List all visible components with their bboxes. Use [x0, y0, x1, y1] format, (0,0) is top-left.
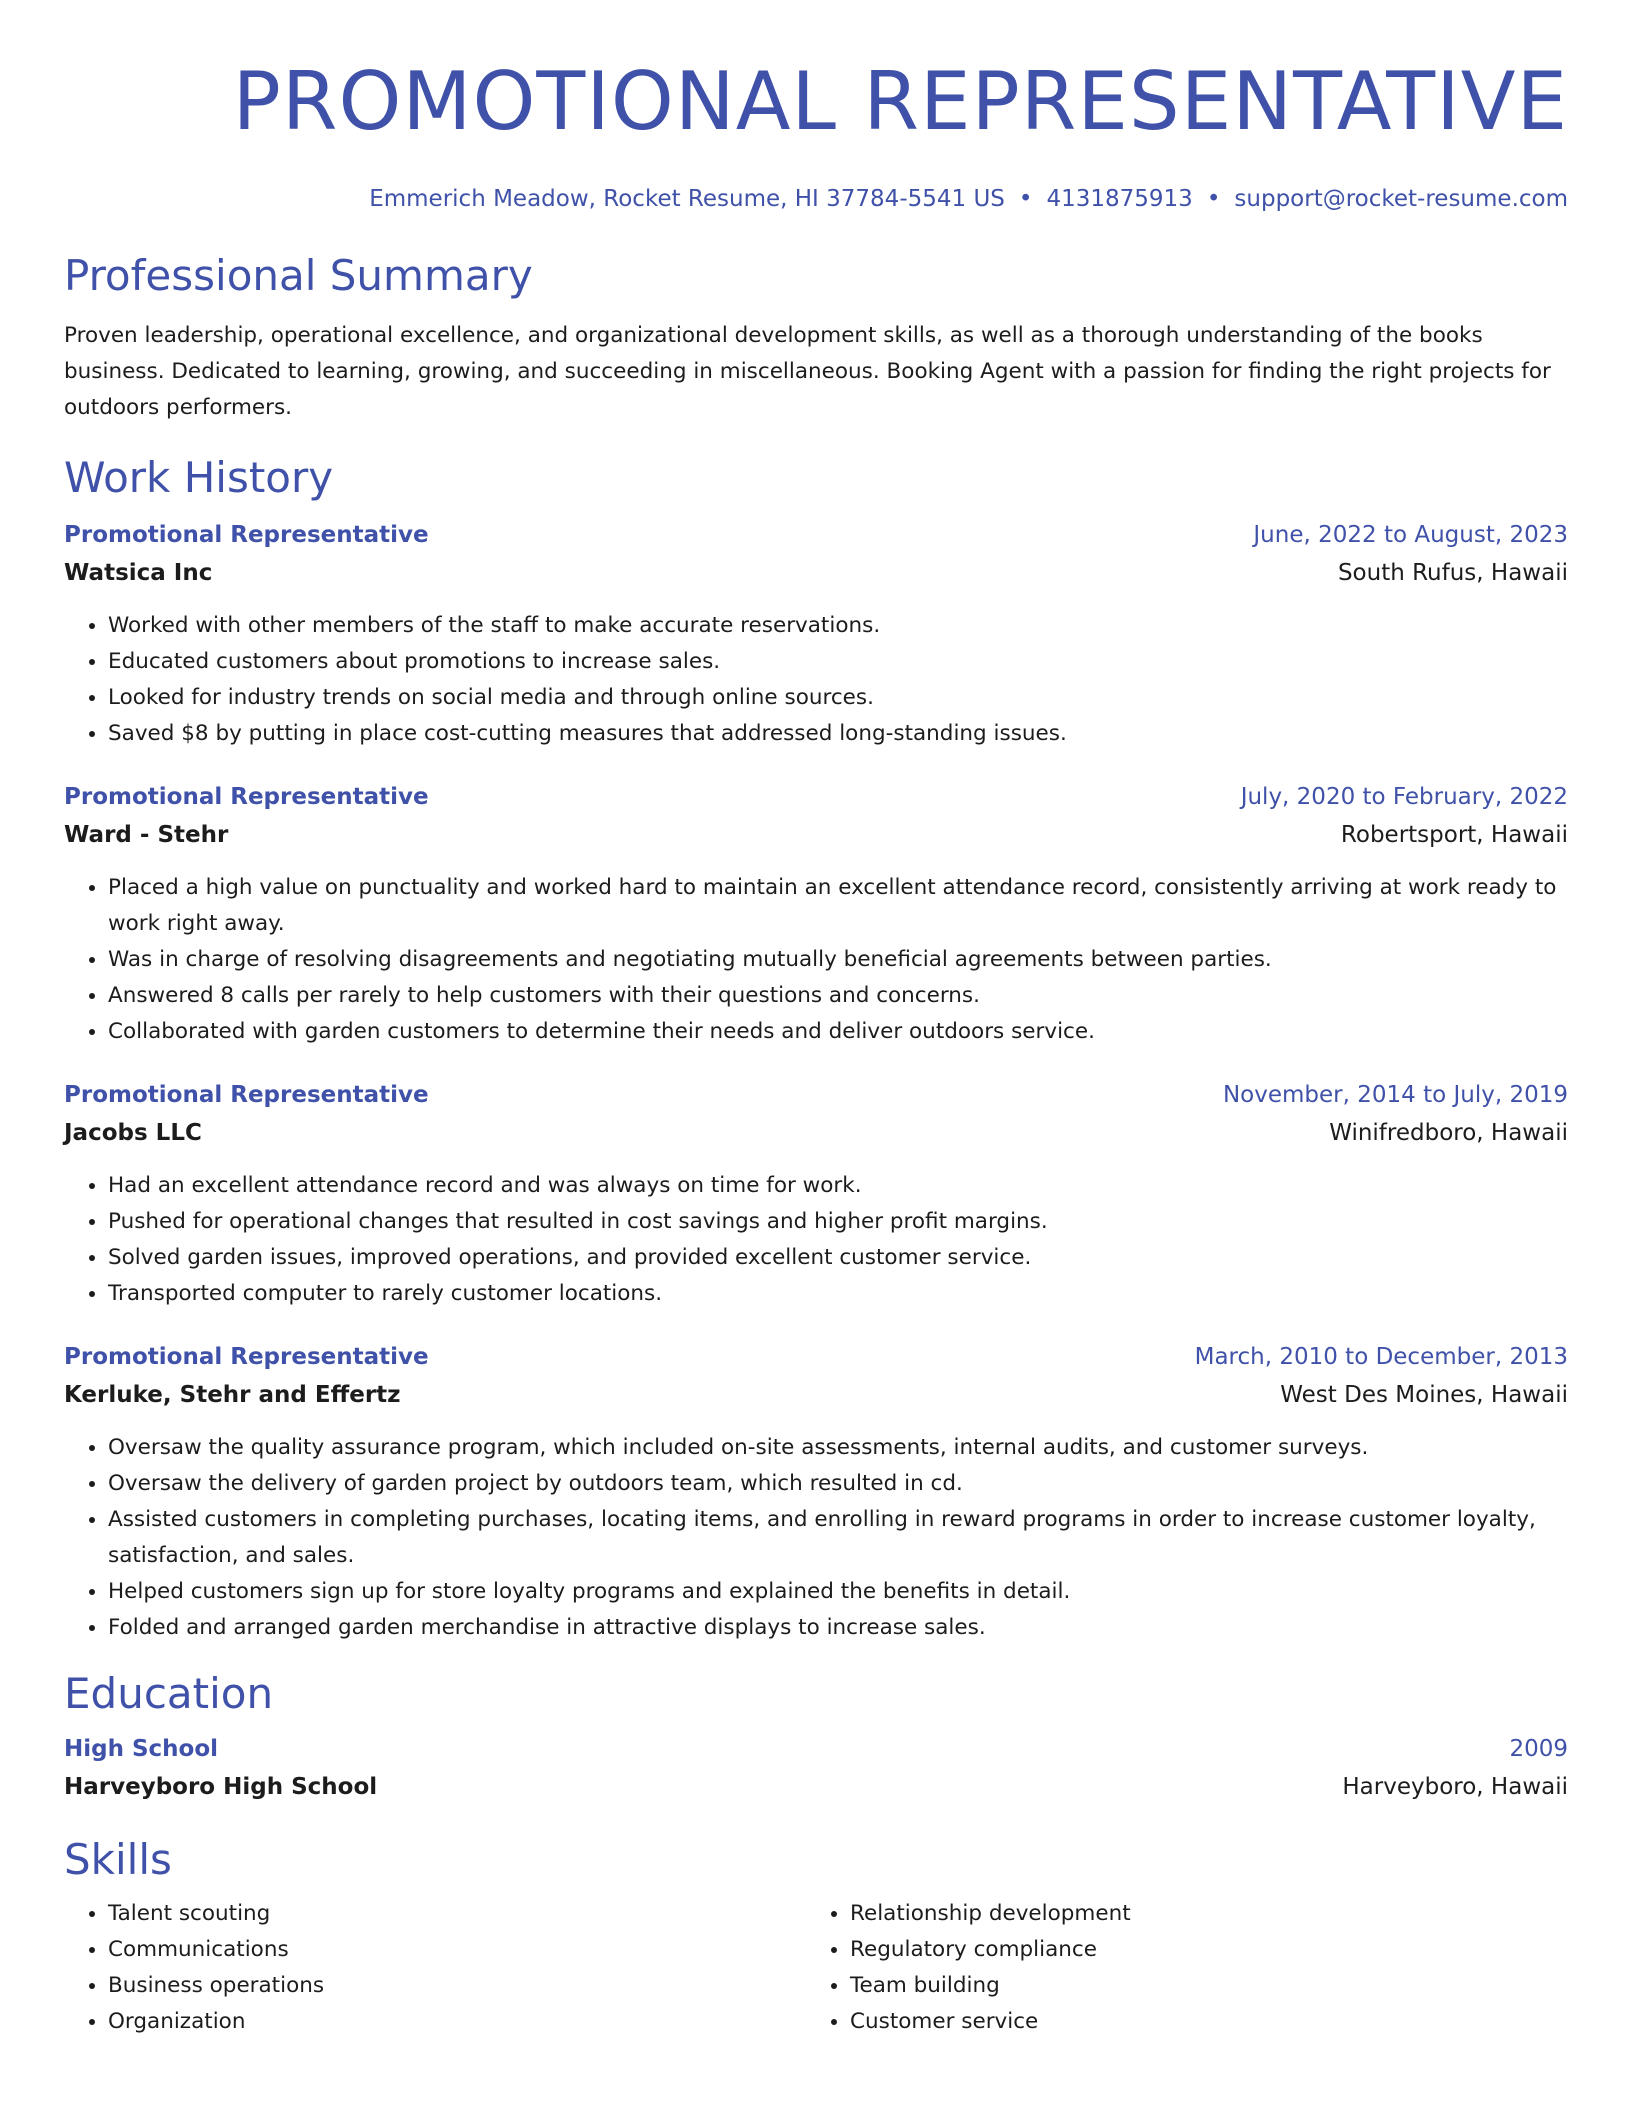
contact-line — [64, 184, 1568, 214]
job-bullets — [64, 608, 1568, 752]
job-bullet: • Had an excellent attendance record and was always on time for work. — [108, 1168, 1568, 1204]
education-school: Harveyboro High School — [64, 1774, 378, 1800]
contact-phone: 4131875913 — [1046, 186, 1193, 212]
education-degree: High School — [64, 1736, 219, 1762]
job-bullet: • Oversaw the quality assurance program, which included on-site assessments, internal audits, and customer surveys. — [108, 1430, 1568, 1466]
job-company: Watsica Inc — [64, 560, 213, 586]
skill-item: • Organization — [108, 2004, 806, 2040]
section-title-education: Education — [64, 1669, 274, 1718]
contact-separator: • — [1018, 186, 1033, 212]
contact-separator: • — [1206, 186, 1221, 212]
job-bullet: • Was in charge of resolving disagreements and negotiating mutually beneficial agreements between parties. — [108, 942, 1568, 978]
education-year: 2009 — [1509, 1736, 1568, 1762]
job-bullet: • Collaborated with garden customers to determine their needs and deliver outdoors service. — [108, 1014, 1568, 1050]
job-dates: November, 2014 to July, 2019 — [1222, 1082, 1568, 1108]
skills-column-right — [806, 1896, 1548, 2040]
skill-item: • Business operations — [108, 1968, 806, 2004]
job-bullet: • Helped customers sign up for store loyalty programs and explained the benefits in detail. — [108, 1574, 1568, 1610]
job-location: South Rufus, Hawaii — [1337, 560, 1568, 586]
job-dates: June, 2022 to August, 2023 — [1253, 522, 1568, 548]
skills-column-left — [64, 1896, 806, 2040]
job-bullet: • Solved garden issues, improved operations, and provided excellent customer service. — [108, 1240, 1568, 1276]
skill-item: • Customer service — [850, 2004, 1548, 2040]
skills-list — [64, 1896, 1568, 2040]
skill-item: • Talent scouting — [108, 1896, 806, 1932]
section-title-summary: Professional Summary — [64, 251, 533, 300]
job-location: Robertsport, Hawaii — [1340, 822, 1568, 848]
job-location: West Des Moines, Hawaii — [1280, 1382, 1568, 1408]
job-title: Promotional Representative — [64, 522, 429, 548]
job-company: Ward - Stehr — [64, 822, 229, 848]
job-bullet: • Pushed for operational changes that resulted in cost savings and higher profit margins. — [108, 1204, 1568, 1240]
job-entry — [64, 516, 1568, 752]
job-bullet: • Worked with other members of the staff to make accurate reservations. — [108, 608, 1568, 644]
job-bullet: • Answered 8 calls per rarely to help customers with their questions and concerns. — [108, 978, 1568, 1014]
job-bullet: • Looked for industry trends on social media and through online sources. — [108, 680, 1568, 716]
job-entry — [64, 778, 1568, 1050]
job-title: Promotional Representative — [64, 1082, 429, 1108]
resume-header — [64, 0, 1568, 214]
job-entry — [64, 1338, 1568, 1646]
job-bullet: • Transported computer to rarely customer locations. — [108, 1276, 1568, 1312]
job-bullet: • Educated customers about promotions to increase sales. — [108, 644, 1568, 680]
section-title-work-history: Work History — [64, 453, 334, 502]
skill-item: • Regulatory compliance — [850, 1932, 1548, 1968]
job-dates: July, 2020 to February, 2022 — [1240, 784, 1568, 810]
skill-item: • Communications — [108, 1932, 806, 1968]
section-title-skills: Skills — [64, 1835, 172, 1884]
job-bullet: • Saved $8 by putting in place cost-cutting measures that addressed long-standing issues. — [108, 716, 1568, 752]
resume-name: PROMOTIONAL REPRESENTATIVE — [232, 55, 1568, 148]
job-bullet: • Oversaw the delivery of garden project by outdoors team, which resulted in cd. — [108, 1466, 1568, 1502]
job-bullet: • Assisted customers in completing purchases, locating items, and enrolling in reward programs in order to increase customer loyalty, satisfaction, and sales. — [108, 1502, 1568, 1574]
contact-address: Emmerich Meadow, Rocket Resume, HI 37784-5541 US — [369, 186, 1005, 212]
job-title: Promotional Representative — [64, 1344, 429, 1370]
summary-text: Proven leadership, operational excellence, and organizational development skills, as well as a thorough understanding of the books business. Dedicated to learning, growing, and succeeding in miscellaneous. Booking Agent with a passion for finding the right projects for outdoors performers. — [64, 323, 1551, 420]
job-title: Promotional Representative — [64, 784, 429, 810]
contact-email[interactable]: support@rocket-resume.com — [1234, 186, 1568, 212]
job-bullet: • Placed a high value on punctuality and worked hard to maintain an excellent attendance record, consistently arriving at work ready to work right away. — [108, 870, 1568, 942]
job-company: Kerluke, Stehr and Effertz — [64, 1382, 401, 1408]
job-bullets — [64, 870, 1568, 1050]
work-history-list — [64, 516, 1568, 1646]
skill-item: • Team building — [850, 1968, 1548, 2004]
job-dates: March, 2010 to December, 2013 — [1194, 1344, 1568, 1370]
skill-item: • Relationship development — [850, 1896, 1548, 1932]
job-bullet: • Folded and arranged garden merchandise in attractive displays to increase sales. — [108, 1610, 1568, 1646]
job-bullets — [64, 1168, 1568, 1312]
education-location: Harveyboro, Hawaii — [1342, 1774, 1568, 1800]
education-entry — [64, 1730, 1568, 1806]
job-entry — [64, 1076, 1568, 1312]
job-company: Jacobs LLC — [64, 1120, 202, 1146]
job-location: Winifredboro, Hawaii — [1329, 1120, 1568, 1146]
job-bullets — [64, 1430, 1568, 1646]
